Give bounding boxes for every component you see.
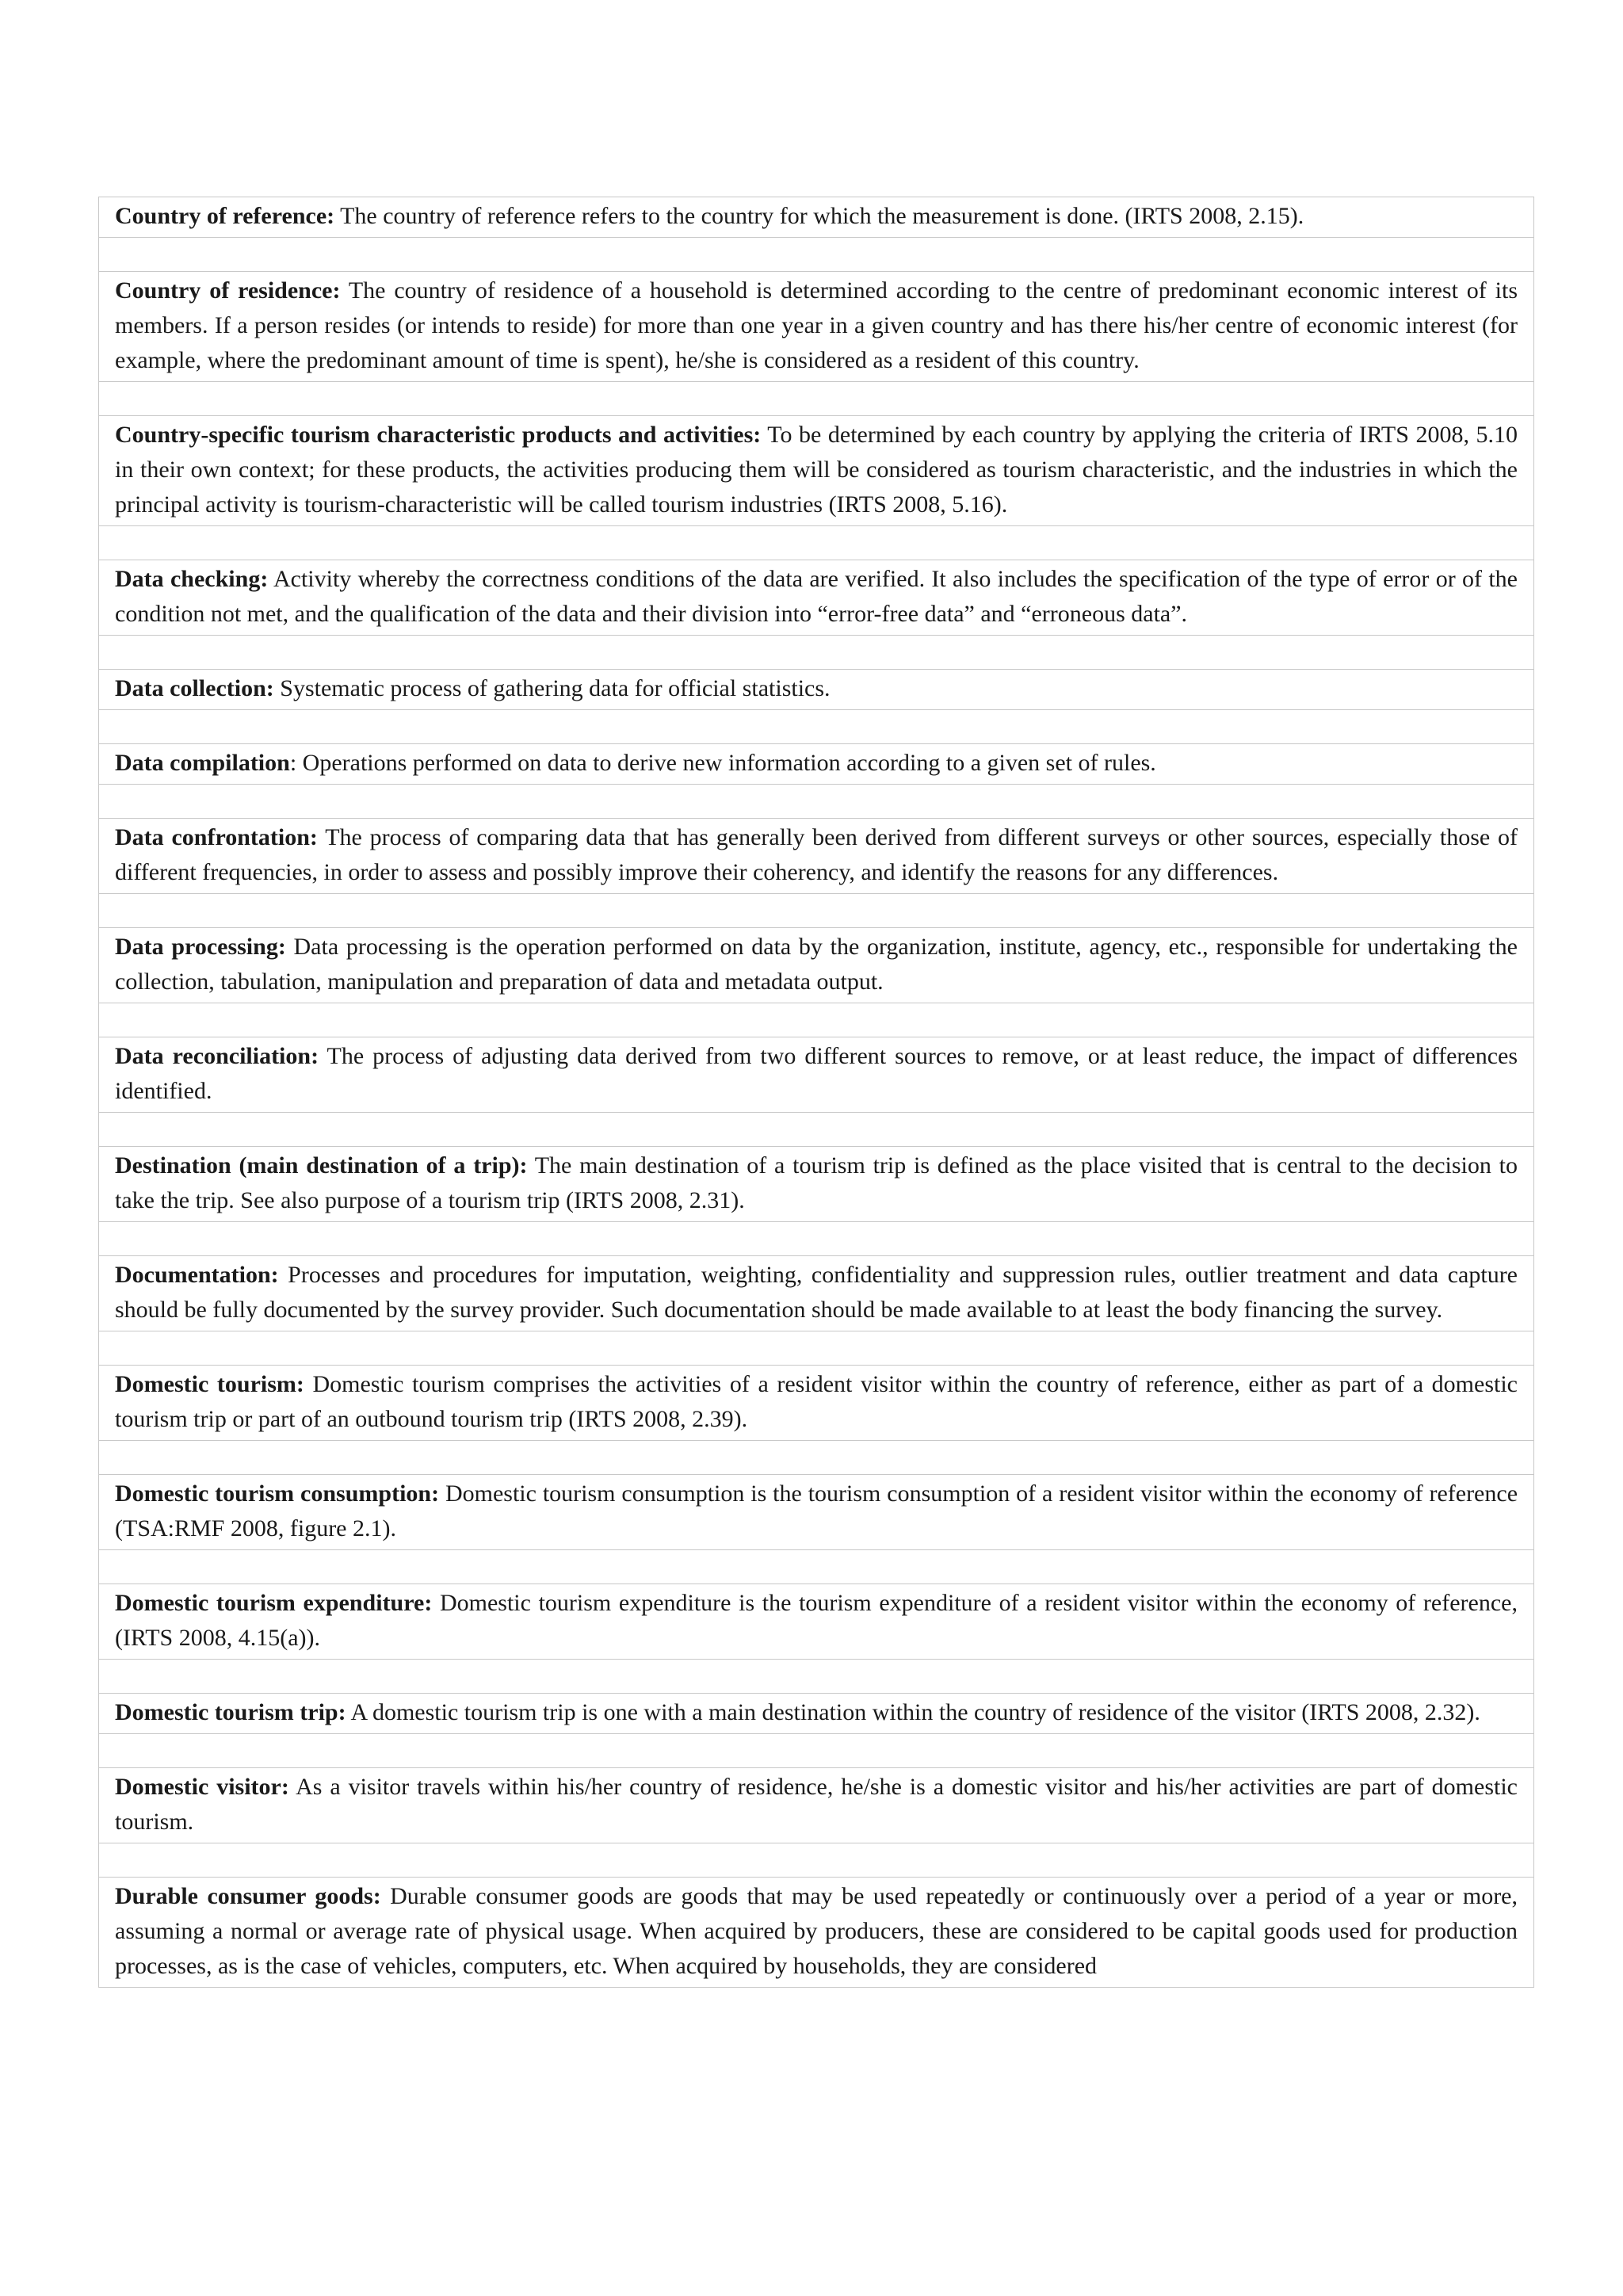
entry-definition: Durable consumer goods are goods that may be used repeatedly or continuously over a period of a year or more, assuming a normal or average rate of physical usage. When acquired by producers, these are considered to be capital goods used for production processes, as is the case of vehicles, computers, etc. When acquired by households, they are considered <box>115 1883 1518 1979</box>
spacer-cell <box>99 785 1534 819</box>
entry-cell <box>99 1475 1534 1550</box>
glossary-entry <box>99 1768 1534 1843</box>
spacer-row <box>99 785 1534 819</box>
entry-cell <box>99 1768 1534 1843</box>
entry-definition: Data processing is the operation performed on data by the organization, institute, agency, etc., responsible for undertaking the collection, tabulation, manipulation and preparation of data and metadata output. <box>115 934 1518 995</box>
spacer-row <box>99 1660 1534 1694</box>
entry-definition: Activity whereby the correctness conditions of the data are verified. It also includes the specification of the type of error or of the condition not met, and the qualification of the data and their division into “error-free data” and “erroneous data”. <box>115 566 1518 627</box>
entry-cell <box>99 928 1534 1003</box>
spacer-cell <box>99 1003 1534 1037</box>
entry-cell <box>99 819 1534 894</box>
glossary-entry <box>99 1475 1534 1550</box>
spacer-row <box>99 1843 1534 1878</box>
entry-definition: : Operations performed on data to derive new information according to a given set of rules. <box>289 750 1156 776</box>
glossary-entry <box>99 1694 1534 1734</box>
entry-term: Durable consumer goods: <box>115 1883 381 1909</box>
entry-cell <box>99 197 1534 238</box>
glossary-table <box>98 197 1534 1988</box>
glossary-entry <box>99 197 1534 238</box>
entry-definition: The main destination of a tourism trip is defined as the place visited that is central to the decision to take the trip. See also purpose of a tourism trip (IRTS 2008, 2.31). <box>115 1152 1518 1213</box>
entry-term: Data confrontation: <box>115 824 318 850</box>
spacer-row <box>99 1331 1534 1366</box>
entry-term: Country of residence: <box>115 277 341 304</box>
glossary-entry <box>99 1878 1534 1988</box>
glossary-entry <box>99 1584 1534 1660</box>
entry-term: Documentation: <box>115 1262 279 1288</box>
spacer-row <box>99 238 1534 272</box>
entry-term: Country-specific tourism characteristic products and activities: <box>115 422 762 448</box>
spacer-cell <box>99 1331 1534 1366</box>
entry-cell <box>99 272 1534 382</box>
spacer-row <box>99 1222 1534 1256</box>
entry-cell <box>99 1694 1534 1734</box>
spacer-cell <box>99 710 1534 744</box>
entry-definition: Domestic tourism expenditure is the tourism expenditure of a resident visitor within the economy of reference, (IRTS 2008, 4.15(a)). <box>115 1590 1518 1651</box>
entry-term: Data checking: <box>115 566 269 592</box>
entry-term: Destination (main destination of a trip): <box>115 1152 528 1179</box>
spacer-cell <box>99 636 1534 670</box>
entry-term: Data processing: <box>115 934 286 960</box>
spacer-cell <box>99 1113 1534 1147</box>
spacer-row <box>99 1734 1534 1768</box>
spacer-row <box>99 382 1534 416</box>
spacer-row <box>99 1550 1534 1584</box>
entry-definition: Processes and procedures for imputation, weighting, confidentiality and suppression rules, outlier treatment and data capture should be fully documented by the survey provider. Such documentation should be made available to at least the body financing the survey. <box>115 1262 1518 1323</box>
glossary-page <box>98 197 1534 1988</box>
entry-cell <box>99 560 1534 636</box>
entry-cell <box>99 1147 1534 1222</box>
spacer-cell <box>99 1843 1534 1878</box>
entry-cell <box>99 1878 1534 1988</box>
entry-term: Country of reference: <box>115 203 335 229</box>
entry-definition: Systematic process of gathering data for official statistics. <box>273 675 831 701</box>
entry-term: Data collection: <box>115 675 274 701</box>
entry-term: Domestic visitor: <box>115 1774 289 1800</box>
glossary-body <box>99 197 1534 1988</box>
spacer-cell <box>99 1441 1534 1475</box>
glossary-entry <box>99 928 1534 1003</box>
spacer-row <box>99 526 1534 560</box>
glossary-entry <box>99 272 1534 382</box>
entry-term: Domestic tourism expenditure: <box>115 1590 433 1616</box>
glossary-entry <box>99 416 1534 526</box>
entry-definition: A domestic tourism trip is one with a main destination within the country of residence of the visitor (IRTS 2008, 2.32). <box>346 1699 1480 1725</box>
entry-definition: The process of adjusting data derived from two different sources to remove, or at least reduce, the impact of differences identified. <box>115 1043 1518 1104</box>
entry-definition: Domestic tourism consumption is the tourism consumption of a resident visitor within the economy of reference (TSA:RMF 2008, figure 2.1). <box>115 1480 1518 1541</box>
entry-term: Domestic tourism: <box>115 1371 304 1397</box>
spacer-row <box>99 1003 1534 1037</box>
entry-cell <box>99 1366 1534 1441</box>
spacer-row <box>99 1113 1534 1147</box>
glossary-entry <box>99 819 1534 894</box>
entry-cell <box>99 1037 1534 1113</box>
entry-definition: The country of residence of a household is determined according to the centre of predominant economic interest of its members. If a person resides (or intends to reside) for more than one year in a given country and has there his/her centre of economic interest (for example, where the predominant amount of time is spent), he/she is considered as a resident of this country. <box>115 277 1518 373</box>
spacer-row <box>99 636 1534 670</box>
spacer-cell <box>99 894 1534 928</box>
glossary-entry <box>99 1366 1534 1441</box>
spacer-row <box>99 1441 1534 1475</box>
entry-term: Data reconciliation: <box>115 1043 319 1069</box>
glossary-entry <box>99 670 1534 710</box>
spacer-cell <box>99 238 1534 272</box>
spacer-row <box>99 894 1534 928</box>
spacer-cell <box>99 1222 1534 1256</box>
spacer-row <box>99 710 1534 744</box>
glossary-entry <box>99 744 1534 785</box>
entry-cell <box>99 744 1534 785</box>
spacer-cell <box>99 1734 1534 1768</box>
entry-term: Domestic tourism trip: <box>115 1699 346 1725</box>
entry-definition: As a visitor travels within his/her country of residence, he/she is a domestic visitor and his/her activities are part of domestic tourism. <box>115 1774 1518 1835</box>
entry-definition: The process of comparing data that has generally been derived from different surveys or other sources, especially those of different frequencies, in order to assess and possibly improve their coherency, and identify the reasons for any differences. <box>115 824 1518 885</box>
spacer-cell <box>99 1660 1534 1694</box>
entry-term: Domestic tourism consumption: <box>115 1480 440 1507</box>
entry-cell <box>99 1256 1534 1331</box>
entry-definition: To be determined by each country by applying the criteria of IRTS 2008, 5.10 in their own context; for these products, the activities producing them will be considered as tourism characteristic, and the industries in which the principal activity is tourism-characteristic will be called tourism industries (IRTS 2008, 5.16). <box>115 422 1518 518</box>
entry-term: Data compilation <box>115 750 290 776</box>
glossary-entry <box>99 560 1534 636</box>
spacer-cell <box>99 382 1534 416</box>
glossary-entry <box>99 1147 1534 1222</box>
entry-cell <box>99 1584 1534 1660</box>
entry-definition: Domestic tourism comprises the activities of a resident visitor within the country of reference, either as part of a domestic tourism trip or part of an outbound tourism trip (IRTS 2008, 2.39). <box>115 1371 1518 1432</box>
entry-cell <box>99 670 1534 710</box>
spacer-cell <box>99 1550 1534 1584</box>
entry-definition: The country of reference refers to the country for which the measurement is done. (IRTS 2008, 2.15). <box>334 203 1304 229</box>
glossary-entry <box>99 1037 1534 1113</box>
spacer-cell <box>99 526 1534 560</box>
glossary-entry <box>99 1256 1534 1331</box>
entry-cell <box>99 416 1534 526</box>
